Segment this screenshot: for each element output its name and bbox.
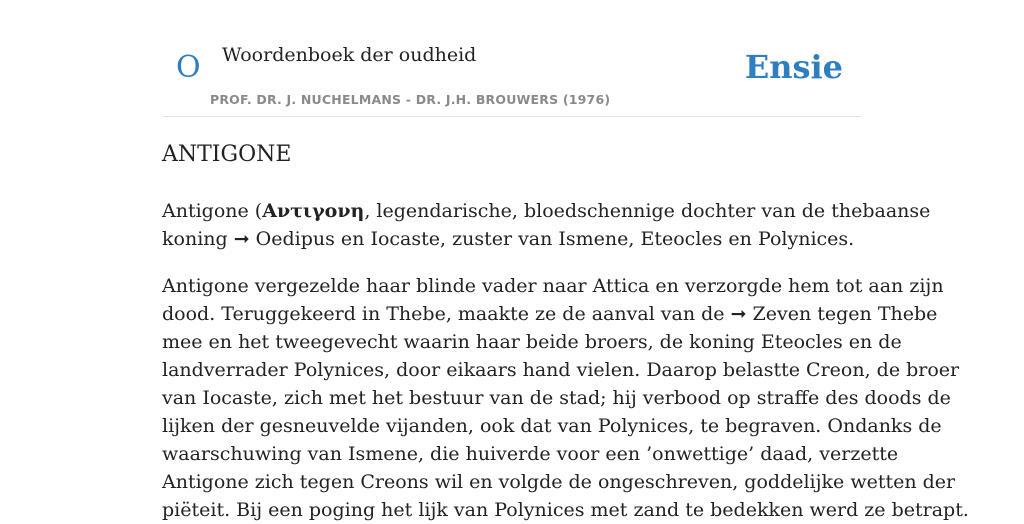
- article-headword: ANTIGONE: [162, 142, 292, 167]
- zeven-tegen-thebe-link[interactable]: ➞ Zeven tegen Thebe: [730, 303, 938, 325]
- dictionary-authors: PROF. DR. J. NUCHELMANS - DR. J.H. BROUWERS (1976): [210, 92, 611, 107]
- text-line: Antigone zich tegen Creons wil en volgde de ongeschreven, goddelijke wetten der: [162, 471, 956, 493]
- text-line: , legendarische, bloedschennige dochter van de thebaanse: [364, 200, 931, 222]
- text-line: en Iocaste, zuster van Ismene, Eteocles en Polynices.: [334, 228, 855, 250]
- text-line: lijken der gesneuvelde vijanden, ook dat van Polynices, te begraven. Ondanks de: [162, 415, 942, 437]
- dictionary-title-link[interactable]: Woordenboek der oudheid: [222, 44, 477, 66]
- text-line: Antigone vergezelde haar blinde vader naar Attica en verzorgde hem tot aan zijn: [162, 275, 944, 297]
- text-line: Antigone (: [162, 200, 263, 222]
- greek-term: Αντιγονη: [262, 200, 365, 222]
- text-line: piëteit. Bij een poging het lijk van Polynices met zand te bedekken werd ze betrapt.: [162, 499, 969, 521]
- ensie-logo-link[interactable]: Ensie: [744, 48, 843, 86]
- text-line: koning: [162, 228, 234, 250]
- article-paragraph-1: [162, 197, 931, 253]
- article: [162, 136, 969, 524]
- text-line: mee en het tweegevecht waarin haar beide broers, de koning Eteocles en de: [162, 331, 902, 353]
- oedipus-link[interactable]: ➞ Oedipus: [233, 228, 335, 250]
- text-line: landverrader Polynices, door eikaars hand vielen. Daarop belastte Creon, de broer: [162, 359, 960, 381]
- text-line: waarschuwing van Ismene, die huiverde voor een ’onwettige’ daad, verzette: [162, 443, 899, 465]
- article-paragraph-2: [162, 272, 969, 524]
- letter-index-link[interactable]: O: [176, 50, 201, 85]
- text-line: van Iocaste, zich met het bestuur van de stad; hij verbood op straffe des doods de: [162, 387, 951, 409]
- text-line: dood. Teruggekeerd in Thebe, maakte ze de aanval van de: [162, 303, 731, 325]
- page-header: [162, 0, 862, 117]
